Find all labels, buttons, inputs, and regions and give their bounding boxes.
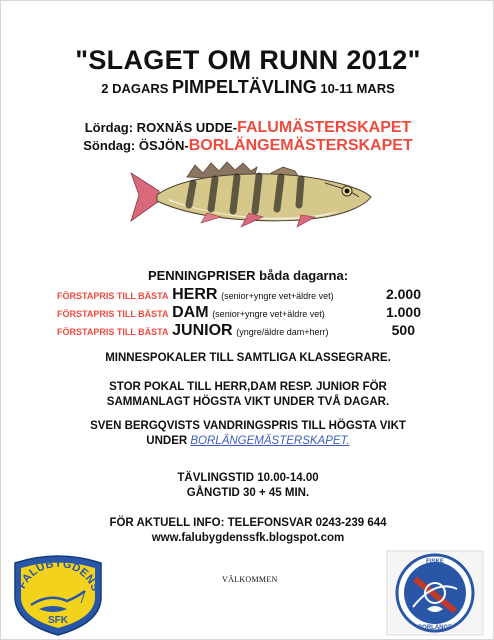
day-sunday [1,137,494,155]
day-event: FALUMÄSTERSKAPET [237,119,412,136]
contact-info: FÖR AKTUELL INFO: TELEFONSVAR 0243-239 644 [109,517,387,529]
prize-row-dam [57,304,421,322]
borlange-championship-link[interactable]: BORLÄNGEMÄSTERSKAPET. [190,435,350,447]
website-link[interactable]: www.falubygdenssfk.blogspot.com [151,532,345,544]
prize-category: DAM [172,304,209,321]
prizes-heading: PENNINGPRISER båda dagarna: [147,268,349,283]
big-trophy-line: STOR POKAL TILL HERR,DAM RESP. JUNIOR FÖR [109,381,387,393]
perch-fish-illustration [129,161,375,231]
big-trophy-line: SAMMANLAGT HÖGSTA VIKT UNDER TVÅ DAGAR. [106,396,390,408]
prize-amount: 1.000 [385,304,421,320]
prize-note: (senior+yngre vet+äldre vet) [221,291,334,301]
trophies-text: MINNESPOKALER TILL SAMTLIGA KLASSEGRARE. [105,352,391,364]
day-prefix: Söndag: ÖSJÖN- [83,138,189,153]
big-trophy-text [1,380,494,410]
poster-title: "SLAGET OM RUNN 2012" [75,45,421,75]
prize-label: FÖRSTAPRIS TILL BÄSTA [57,309,169,319]
emblem-text-top: FISKE [426,559,444,565]
badge-text-bottom: SFK [48,615,68,626]
prize-category: HERR [172,286,218,303]
prize-row-herr [57,286,421,304]
prize-label: FÖRSTAPRIS TILL BÄSTA [57,327,169,337]
prize-row-junior [57,322,421,340]
subtitle-date: 10-11 MARS [320,81,395,96]
competition-time: TÄVLINGSTID 10.00-14.00 [177,472,319,484]
prize-category: JUNIOR [172,322,233,339]
day-event: BORLÄNGEMÄSTERSKAPET [188,137,413,154]
poster-subtitle [1,77,494,98]
prize-amount: 2.000 [385,286,421,302]
prize-label: FÖRSTAPRIS TILL BÄSTA [57,291,169,301]
challenge-prize-text [1,419,494,449]
challenge-line: SVEN BERGQVISTS VANDRINGSPRIS TILL HÖGSTA VIKT [90,420,406,432]
walk-time: GÅNGTID 30 + 45 MIN. [186,487,310,499]
badge-text-top: FALUBYGDENS [16,557,102,594]
prize-note: (senior+yngre vet+äldre vet) [212,309,325,319]
day-prefix: Lördag: ROXNÄS UDDE- [84,120,238,135]
emblem-text-bottom: BORLÄNGE [417,625,453,631]
challenge-prefix: UNDER [146,435,191,447]
borlange-fishing-emblem-icon [385,549,485,637]
day-saturday [1,119,494,137]
subtitle-main: PIMPELTÄVLING [172,77,317,97]
fishing-club-badge-icon [9,553,107,637]
prize-amount: 500 [391,322,415,338]
challenge-line [1,434,494,449]
subtitle-prefix: 2 DAGARS [101,81,169,96]
prize-note: (yngre/äldre dam+herr) [236,327,329,337]
welcome-text: VÄLKOMMEN [222,575,278,584]
